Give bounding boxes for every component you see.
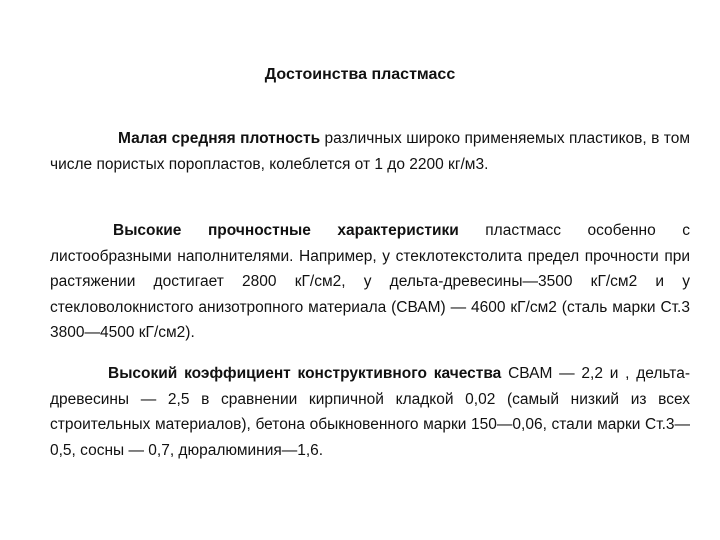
- paragraph-quality-coefficient: [50, 361, 690, 463]
- slide-title: Достоинства пластмасс: [264, 66, 456, 83]
- paragraph-heading: Высокий коэффициент конструктивного качества: [108, 365, 502, 382]
- paragraph-heading: Малая средняя плотность: [118, 130, 321, 147]
- paragraph-text: пластмасс особенно с листообразными наполнителями. Например, у стеклотекстолита предел прочности при растяжении достигает 2800 кГ/см2, у дельта-древесины—3500 кГ/см2 и у стекловолокнистого анизотропного материала (СВАМ) — 4600 кГ/см2 (сталь марки Ст.3 3800—4500 кГ/см2).: [50, 222, 690, 341]
- paragraph-low-density: [50, 126, 690, 177]
- paragraph-text: СВАМ — 2,2 и , дельта-древесины — 2,5 в сравнении кирпичной кладкой 0,02 (самый низкий из всех строительных материалов), бетона обыкновенного марки 150—0,06, стали марки Ст.3— 0,5, сосны — 0,7, дюралюминия—1,6.: [50, 365, 690, 459]
- paragraph-text: различных широко применяемых пластиков, в том числе пористых поропластов, колеблется от 1 до 2200 кг/м3.: [50, 130, 690, 173]
- paragraph-high-strength: [50, 218, 690, 346]
- paragraph-heading: Высокие прочностные характеристики: [113, 222, 459, 239]
